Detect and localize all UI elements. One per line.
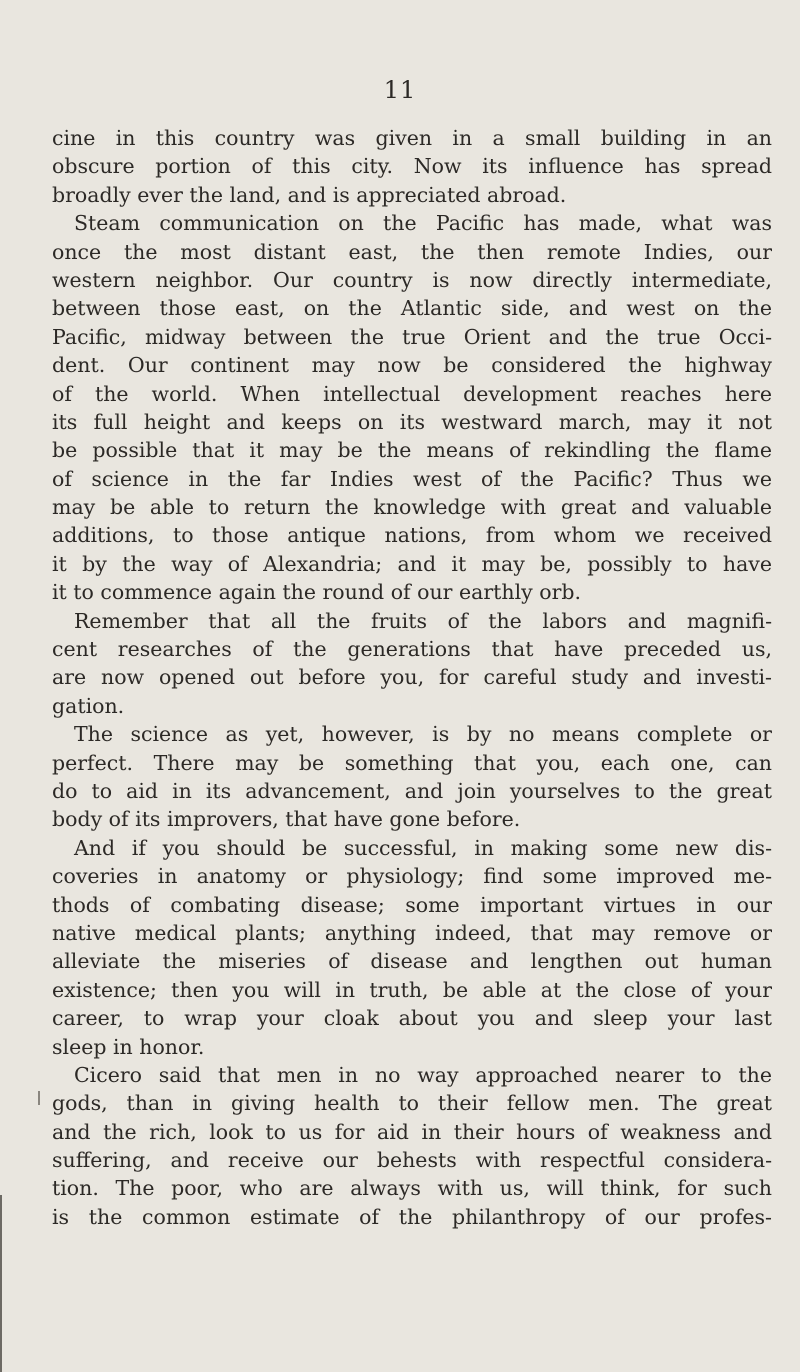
page-edge-shadow bbox=[0, 1195, 2, 1372]
text-line: Cicero said that men in no way approached nearer to the bbox=[74, 1062, 772, 1087]
text-line: cent researches of the generations that have preceded us, bbox=[52, 637, 772, 662]
text-line: do to aid in its advancement, and join yourselves to the great bbox=[52, 778, 772, 803]
text-line: alleviate the miseries of disease and lengthen out human bbox=[52, 949, 772, 974]
text-line: may be able to return the knowledge with great and valuable bbox=[52, 495, 772, 520]
text-line: of the world. When intellectual development reaches here bbox=[52, 381, 772, 406]
text-line: obscure portion of this city. Now its influence has spread bbox=[52, 154, 772, 179]
text-line: sleep in honor. bbox=[52, 1034, 205, 1059]
text-line: suffering, and receive our behests with respectful considera- bbox=[52, 1148, 772, 1173]
text-line: native medical plants; anything indeed, that may remove or bbox=[52, 920, 772, 945]
text-line: existence; then you will in truth, be able at the close of your bbox=[52, 977, 772, 1002]
text-line: The science as yet, however, is by no means complete or bbox=[74, 722, 772, 747]
text-line: be possible that it may be the means of rekindling the flame bbox=[52, 438, 772, 463]
text-line: is the common estimate of the philanthropy of our profes- bbox=[52, 1204, 772, 1229]
body-text bbox=[52, 124, 772, 1231]
text-line: broadly ever the land, and is appreciated abroad. bbox=[52, 182, 567, 207]
text-line: it by the way of Alexandria; and it may be, possibly to have bbox=[52, 551, 772, 576]
text-line: thods of combating disease; some important virtues in our bbox=[52, 892, 772, 917]
text-line: cine in this country was given in a small building in an bbox=[52, 126, 772, 150]
text-line: perfect. There may be something that you, each one, can bbox=[52, 750, 772, 775]
text-line: it to commence again the round of our earthly orb. bbox=[52, 580, 582, 605]
page-number: 11 bbox=[383, 76, 417, 104]
text-line: western neighbor. Our country is now directly intermediate, bbox=[52, 267, 772, 292]
text-line: additions, to those antique nations, from whom we received bbox=[52, 523, 772, 548]
text-line: Pacific, midway between the true Orient and the true Occi- bbox=[52, 324, 772, 349]
text-line: and the rich, look to us for aid in their hours of weakness and bbox=[52, 1119, 772, 1144]
text-line: Remember that all the fruits of the labors and magnifi- bbox=[74, 608, 772, 633]
text-line: are now opened out before you, for careful study and investi- bbox=[52, 665, 772, 690]
margin-mark bbox=[38, 1091, 40, 1105]
text-line: coveries in anatomy or physiology; find some improved me- bbox=[52, 864, 772, 889]
text-line: dent. Our continent may now be considered the highway bbox=[52, 353, 772, 378]
text-line: And if you should be successful, in making some new dis- bbox=[74, 835, 772, 860]
text-line: its full height and keeps on its westward march, may it not bbox=[52, 409, 772, 434]
text-line: gods, than in giving health to their fellow men. The great bbox=[52, 1091, 772, 1116]
text-line: between those east, on the Atlantic side, and west on the bbox=[52, 296, 772, 321]
text-line: of science in the far Indies west of the Pacific? Thus we bbox=[52, 466, 772, 491]
text-line: Steam communication on the Pacific has made, what was bbox=[74, 211, 772, 236]
text-line: body of its improvers, that have gone before. bbox=[52, 807, 521, 832]
text-line: tion. The poor, who are always with us, will think, for such bbox=[52, 1176, 772, 1201]
text-line: gation. bbox=[52, 693, 125, 718]
text-line: once the most distant east, the then remote Indies, our bbox=[52, 239, 772, 264]
text-line: career, to wrap your cloak about you and sleep your last bbox=[52, 1006, 772, 1031]
